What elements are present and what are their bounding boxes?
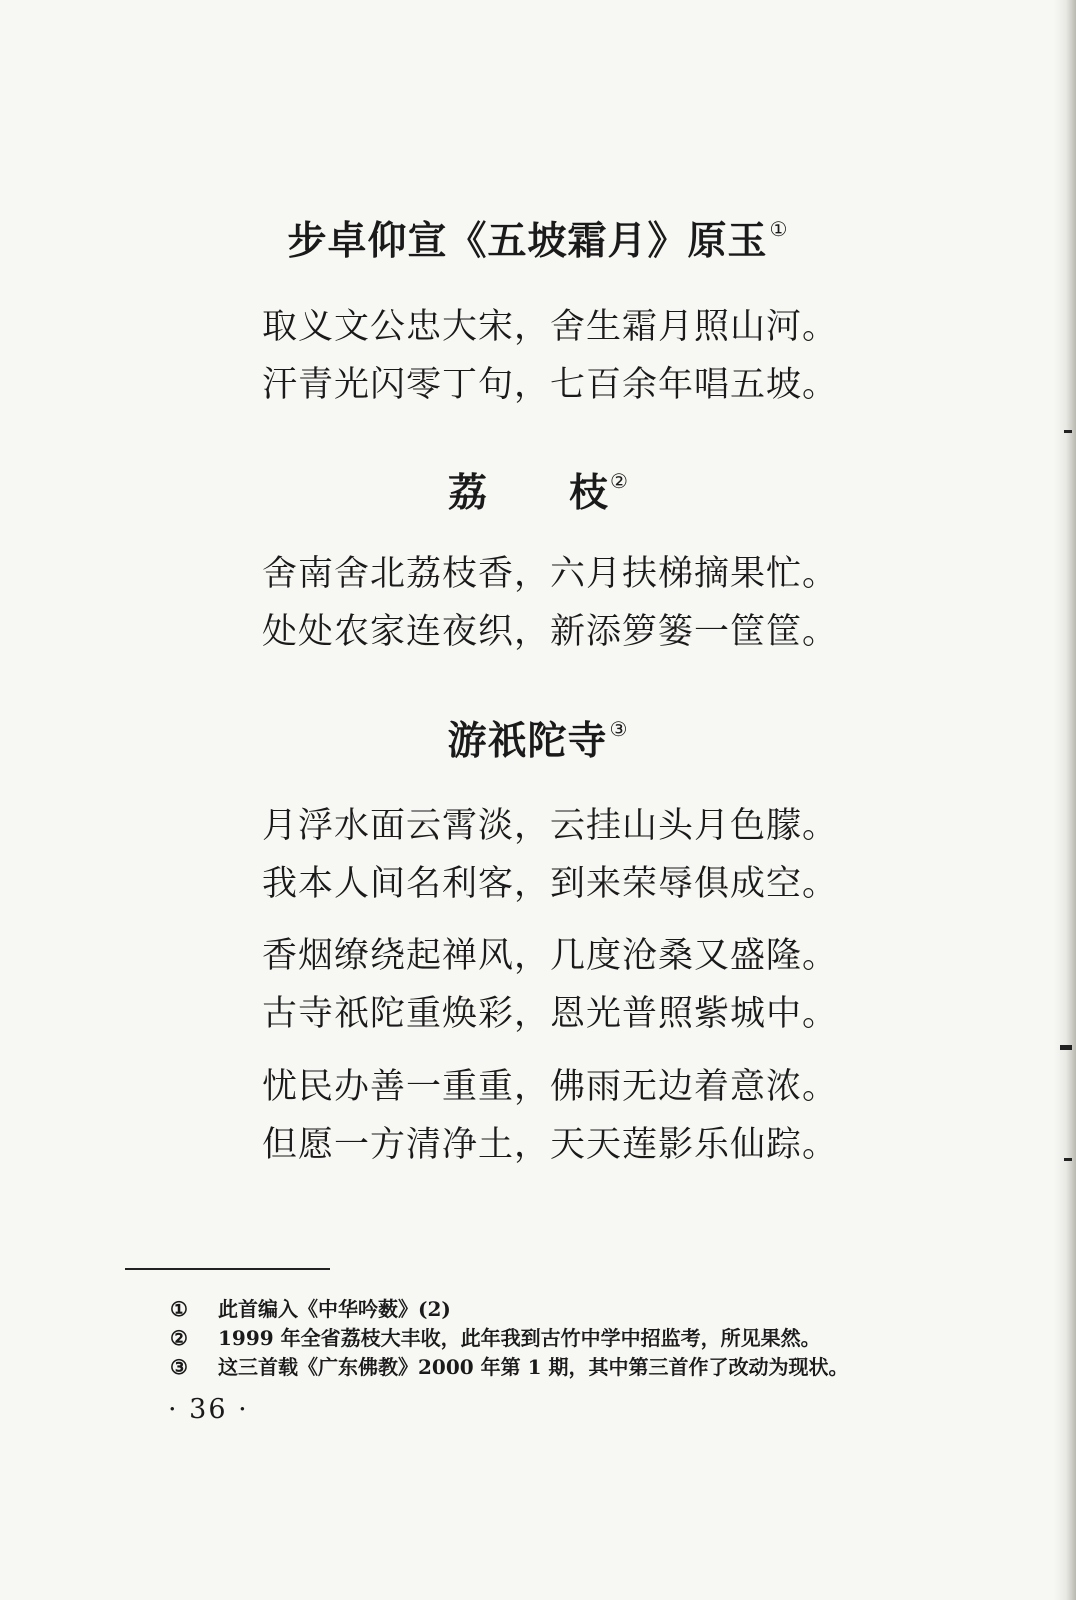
footnote [170, 1324, 848, 1353]
scan-speck [1060, 1045, 1072, 1050]
poem-title [0, 462, 1076, 518]
footnote-marker: ③ [609, 717, 629, 741]
poem-stanza [262, 927, 838, 1043]
footnote-text: 这三首载《广东佛教》2000 年第 1 期，其中第三首作了改动为现状。 [218, 1355, 849, 1379]
footnote-number: ① [170, 1297, 188, 1321]
poem-line: 古寺祇陀重焕彩，恩光普照紫城中。 [262, 994, 839, 1034]
poem-line: 处处农家连夜织，新添箩篓一筐筐。 [262, 612, 839, 652]
poem-line: 但愿一方清净土，天天莲影乐仙踪。 [262, 1125, 839, 1165]
footnote-text: 此首编入《中华吟薮》(2) [218, 1297, 451, 1321]
footnote-marker: ① [769, 217, 789, 241]
footnote-marker: ② [610, 469, 628, 493]
footnote [170, 1295, 848, 1324]
poem-stanza [262, 1058, 838, 1174]
poem-line: 忧民办善一重重，佛雨无边着意浓。 [262, 1067, 839, 1107]
footnote [170, 1353, 848, 1382]
footnote-list [170, 1295, 848, 1382]
scan-speck [1064, 1158, 1072, 1161]
poem-body [262, 545, 838, 661]
footnote-number: ② [170, 1326, 188, 1350]
poem-title-text: 游祇陀寺 [447, 719, 608, 764]
poem-line: 我本人间名利客，到来荣辱俱成空。 [262, 864, 839, 904]
poem-line: 月浮水面云霄淡，云挂山头月色朦。 [262, 806, 839, 846]
poem-body [262, 298, 838, 414]
poem-line: 取义文公忠大宋，舍生霜月照山河。 [262, 307, 839, 347]
poem-title-char: 枝 [569, 471, 609, 516]
poem-line: 舍南舍北荔枝香，六月扶梯摘果忙。 [262, 554, 839, 594]
poem-stanza [262, 797, 838, 913]
poem-title [0, 710, 1076, 766]
page-number: · 36 · [168, 1394, 249, 1425]
poem-line: 汗青光闪零丁句，七百余年唱五坡。 [262, 365, 839, 405]
footnote-number: ③ [170, 1355, 188, 1379]
footnote-text: 1999 年全省荔枝大丰收，此年我到古竹中学中招监考，所见果然。 [218, 1326, 821, 1350]
footnote-divider [125, 1268, 330, 1270]
poem-title-char: 荔 [448, 471, 488, 516]
poem-title-text: 步卓仰宣《五坡霜月》原玉 [287, 219, 768, 264]
poem-title [0, 210, 1076, 266]
poem-line: 香烟缭绕起禅风，几度沧桑又盛隆。 [262, 936, 839, 976]
scan-speck [1064, 430, 1072, 433]
